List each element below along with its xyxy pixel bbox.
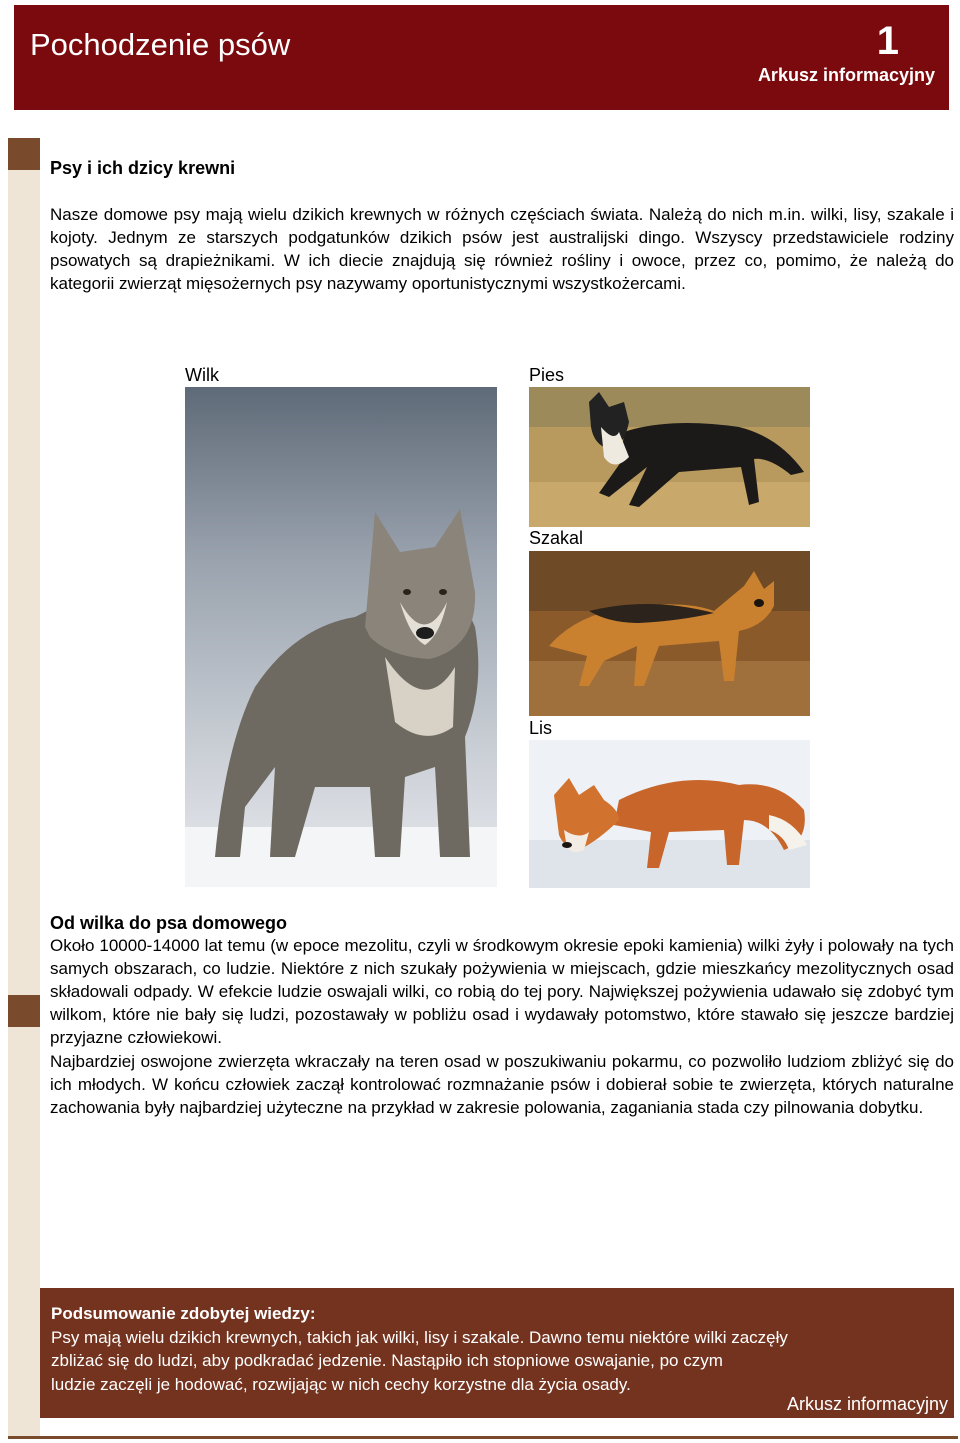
- summary-line-1: Psy mają wielu dzikich krewnych, takich jak wilki, lisy i szakale. Dawno temu niektóre wilki zaczęły: [51, 1327, 788, 1347]
- bottom-rule: [8, 1436, 958, 1439]
- fox-photo: [529, 740, 810, 888]
- summary-line-2: zbliżać się do ludzi, aby podkradać jedzenie. Nastąpiło ich stopniowe oswajanie, po czym: [51, 1351, 723, 1370]
- wolf-caption: Wilk: [185, 365, 219, 385]
- section2-paragraph1: Około 10000-14000 lat temu (w epoce mezolitu, czyli w środkowym okresie epoki kamienia) wilki żyły i polowały na tych samych obszarach, co ludzie. Niektóre z nich szukały pożywienia w miejscach, gdzie mieszkańcy mezolitycznych osad składowali odpady. W efekcie ludzie oswajali wilki, co robią do tej pory. Największej pożywienia udawało się zdobyć tym wilkom, które nie bały się ludzi, pozostawały w pobliżu osad i wydawały potomstwo, które stawało się jeszcze bardziej przyjazne człowiekowi.: [50, 936, 954, 1047]
- section2-heading: Od wilka do psa domowego: [50, 913, 288, 933]
- dog-photo: [529, 387, 810, 527]
- jackal-photo: [529, 551, 810, 716]
- section1-heading: Psy i ich dzicy krewni: [50, 158, 236, 178]
- summary-heading: Podsumowanie zdobytej wiedzy:: [51, 1304, 316, 1323]
- section2-paragraph2: Najbardziej oswojone zwierzęta wkraczały na teren osad w poszukiwaniu pokarmu, co pozwoliło ludziom zbliżyć się do ich młodych. W końcu człowiek zaczął kontrolować rozmnażanie psów i dobierał sobie te zwierzęta, których naturalne zachowania były najbardziej użyteczne na przykład w zakresie polowania, zaganiania stada czy pilnowania dobytku.: [50, 1052, 954, 1117]
- summary-box: [40, 1288, 954, 1418]
- jackal-caption: Szakal: [529, 528, 584, 548]
- wolf-photo: [185, 387, 497, 887]
- sheet-subtitle: Arkusz informacyjny: [757, 65, 935, 85]
- section-marker-middle: [8, 995, 40, 1027]
- summary-footer: Arkusz informacyjny: [786, 1393, 948, 1414]
- page-header: [14, 5, 949, 110]
- summary-line-3: ludzie zaczęli je hodować, rozwijając w nich cechy korzystne dla życia osady.: [51, 1374, 631, 1394]
- sheet-number: 1: [876, 19, 899, 63]
- fox-caption: Lis: [529, 718, 553, 738]
- page-title: Pochodzenie psów: [30, 27, 291, 62]
- dog-caption: Pies: [529, 365, 565, 385]
- section1-paragraph: Nasze domowe psy mają wielu dzikich krewnych w różnych częściach świata. Należą do nich m.in. wilki, lisy, szakale i kojoty. Jednym ze starszych podgatunków dzikich psów jest australijski dingo. Wszyscy przedstawiciele rodziny psowatych są drapieżnikami. W ich diecie znajdują się również rośliny i owoce, przez co, pomimo, że należą do kategorii zwierząt mięsożernych psy nazywamy oportunistycznymi wszystkożercami.: [50, 205, 954, 293]
- sidebar-strip: [8, 138, 40, 1438]
- section-marker-top: [8, 138, 40, 170]
